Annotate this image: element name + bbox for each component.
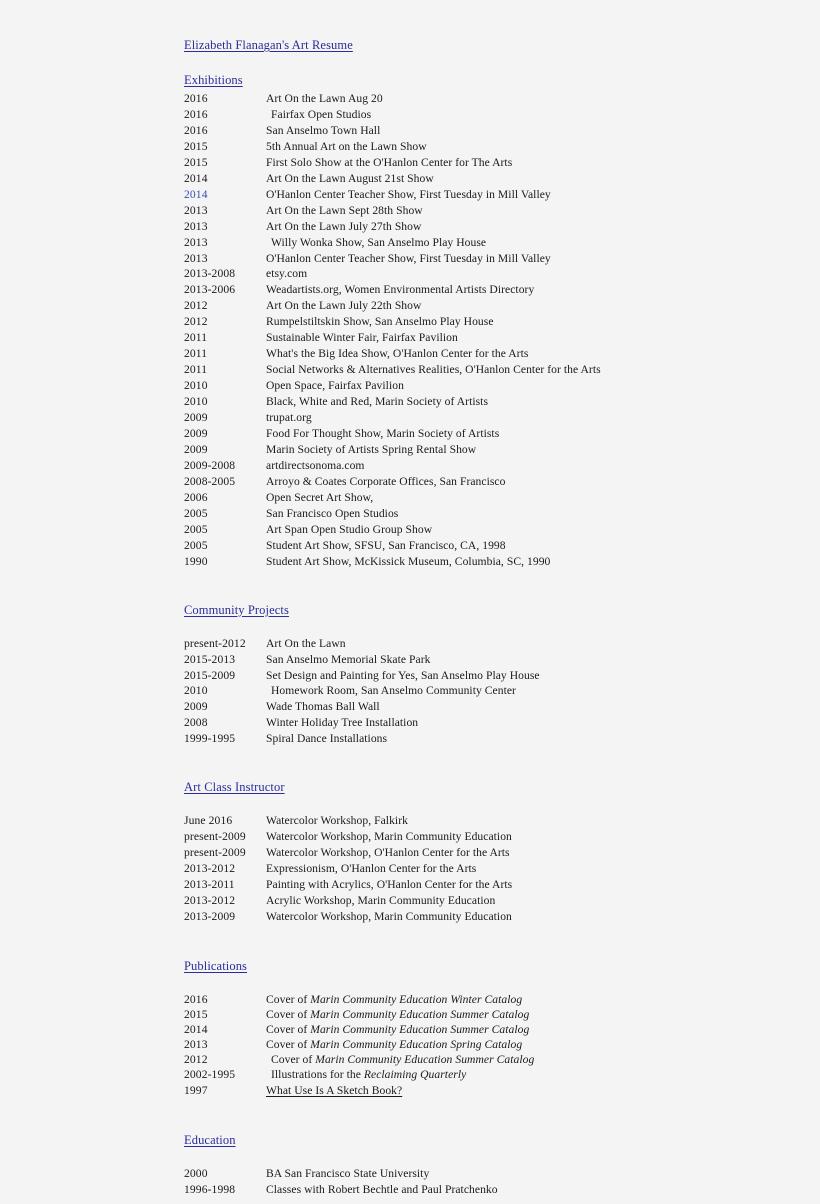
entry-year: 2013-2012	[184, 862, 236, 876]
entry-year: 2015-2013	[184, 652, 236, 666]
resume-entry	[184, 506, 820, 522]
resume-entry	[184, 893, 820, 909]
entry-year: 2013-2011	[184, 878, 235, 892]
entry-description: Willy Wonka Show, San Anselmo Play House	[271, 235, 487, 249]
section-publications	[184, 957, 820, 1098]
entry-year: 2014	[184, 187, 208, 201]
entry-list-community-projects	[184, 636, 820, 748]
resume-entry	[184, 845, 820, 861]
entry-description-title: Marin Community Education Summer Catalog	[310, 1008, 530, 1022]
entry-description-prefix: Cover of	[266, 1038, 311, 1052]
entry-description: Sustainable Winter Fair, Fairfax Pavilion	[266, 331, 458, 345]
entry-year: 2013	[184, 235, 208, 249]
entry-description: Spiral Dance Installations	[266, 732, 388, 746]
entry-description: Open Space, Fairfax Pavilion	[266, 379, 404, 393]
resume-entry	[184, 219, 820, 235]
resume-entry	[184, 668, 820, 684]
entry-description[interactable]: What Use Is A Sketch Book?	[266, 1083, 403, 1097]
resume-entry	[184, 1037, 820, 1052]
entry-description-prefix: Illustrations for the	[271, 1068, 364, 1082]
entry-year: 2013	[184, 203, 208, 217]
entry-year: 2005	[184, 506, 208, 520]
section-education	[184, 1131, 820, 1198]
entry-description-title: Reclaiming Quarterly	[363, 1068, 467, 1082]
resume-entry	[184, 538, 820, 554]
entry-description-title: Marin Community Education Summer Catalog	[315, 1053, 535, 1067]
entry-description: San Anselmo Town Hall	[266, 123, 381, 137]
entry-year: June 2016	[184, 814, 233, 828]
resume-entry	[184, 474, 820, 490]
resume-entry	[184, 378, 820, 394]
resume-entry	[184, 330, 820, 346]
entry-year: 2015-2009	[184, 668, 236, 682]
entry-year: 2013	[184, 251, 208, 265]
entry-description	[266, 1022, 820, 1037]
entry-description: Art On the Lawn August 21st Show	[266, 171, 434, 185]
entry-year: 1996-1998	[184, 1182, 236, 1196]
resume-entry	[184, 346, 820, 362]
resume-entry	[184, 877, 820, 893]
entry-year: present-2009	[184, 830, 246, 844]
resume-entry	[184, 426, 820, 442]
entry-year: 2011	[184, 363, 208, 377]
entry-year: 2005	[184, 522, 208, 536]
resume-entry	[184, 1182, 820, 1198]
section-heading-exhibitions[interactable]: Exhibitions	[184, 73, 243, 87]
entry-description: Watercolor Workshop, Falkirk	[266, 814, 408, 828]
entry-description: Art On the Lawn Sept 28th Show	[266, 203, 423, 217]
resume-entry	[184, 394, 820, 410]
entry-description-prefix: Cover of	[266, 992, 311, 1006]
entry-year: 2009	[184, 700, 208, 714]
entry-year: 2000	[184, 1166, 208, 1180]
entry-description: O'Hanlon Center Teacher Show, First Tuesday in Mill Valley	[266, 187, 551, 201]
entry-year: 2013-2008	[184, 267, 236, 281]
resume-entry	[184, 715, 820, 731]
resume-entry	[184, 683, 820, 699]
resume-entry	[184, 731, 820, 747]
section-heading-art-class-instructor[interactable]: Art Class Instructor	[184, 780, 285, 795]
entry-description: San Francisco Open Studios	[266, 506, 399, 520]
resume-entry	[184, 203, 820, 219]
resume-entry	[184, 1083, 820, 1098]
resume-entry	[184, 91, 820, 107]
resume-entry	[184, 139, 820, 155]
entry-description	[266, 992, 820, 1007]
resume-entry	[184, 1022, 820, 1037]
entry-description: Fairfax Open Studios	[271, 107, 372, 121]
entry-description: San Anselmo Memorial Skate Park	[266, 652, 431, 666]
entry-year: 2010	[184, 395, 208, 409]
entry-description: Arroyo & Coates Corporate Offices, San Francisco	[266, 474, 506, 488]
entry-year: 2016	[184, 92, 208, 105]
entry-description: O'Hanlon Center Teacher Show, First Tuesday in Mill Valley	[266, 251, 551, 265]
entry-year: 2013	[184, 1038, 208, 1052]
entry-description: Watercolor Workshop, O'Hanlon Center for the Arts	[266, 846, 510, 860]
entry-description: Wade Thomas Ball Wall	[266, 700, 380, 714]
entry-description: Student Art Show, McKissick Museum, Columbia, SC, 1990	[266, 554, 551, 568]
entry-description: Student Art Show, SFSU, San Francisco, CA, 1998	[266, 538, 506, 552]
resume-entry	[184, 123, 820, 139]
entry-description: Set Design and Painting for Yes, San Anselmo Play House	[266, 668, 540, 682]
resume-entry	[184, 1067, 820, 1082]
entry-year: 2012	[184, 299, 208, 313]
entry-description: Food For Thought Show, Marin Society of Artists	[266, 427, 500, 441]
resume-entry	[184, 314, 820, 330]
resume-entry	[184, 909, 820, 925]
entry-description: Watercolor Workshop, Marin Community Education	[266, 909, 512, 923]
entry-list-exhibitions	[184, 91, 820, 570]
section-art-class-instructor	[184, 778, 820, 925]
entry-year: 2008-2005	[184, 474, 236, 488]
entry-year: present-2012	[184, 636, 246, 650]
entry-description: Marin Society of Artists Spring Rental Show	[266, 442, 477, 456]
entry-description: Social Networks & Alternatives Realities, O'Hanlon Center for the Arts	[266, 363, 601, 377]
entry-year: 2009-2008	[184, 458, 236, 472]
resume-entry	[184, 554, 820, 570]
resume-entry	[184, 699, 820, 715]
entry-description: Weadartists.org, Women Environmental Artists Directory	[266, 283, 535, 297]
entry-description-prefix: Cover of	[266, 1023, 311, 1037]
entry-description: Open Secret Art Show,	[266, 490, 374, 504]
entry-description: Art On the Lawn	[266, 636, 346, 650]
entry-year: 2009	[184, 411, 208, 425]
entry-description-prefix: Cover of	[271, 1053, 316, 1067]
entry-description: What's the Big Idea Show, O'Hanlon Center for the Arts	[266, 347, 529, 361]
resume-entry	[184, 187, 820, 203]
entry-description: Black, White and Red, Marin Society of Artists	[266, 395, 489, 409]
resume-entry	[184, 813, 820, 829]
entry-description: Painting with Acrylics, O'Hanlon Center for the Arts	[266, 878, 513, 892]
entry-year: 2010	[184, 379, 208, 393]
resume-entry	[184, 442, 820, 458]
document-title-link[interactable]: Elizabeth Flanagan's Art Resume	[184, 38, 353, 52]
entry-year: 2016	[184, 992, 208, 1006]
entry-list-art-class-instructor	[184, 813, 820, 925]
entry-description: Watercolor Workshop, Marin Community Education	[266, 830, 512, 844]
resume-entry	[184, 458, 820, 474]
entry-description: 5th Annual Art on the Lawn Show	[266, 139, 427, 153]
resume-entry	[184, 829, 820, 845]
resume-entry	[184, 490, 820, 506]
entry-description-title: Marin Community Education Winter Catalog	[310, 992, 523, 1006]
entry-year: 2014	[184, 171, 208, 185]
entry-year: 2014	[184, 1023, 208, 1037]
entry-year: 2011	[184, 347, 208, 361]
entry-year: 2011	[184, 331, 208, 345]
entry-year: 2010	[184, 684, 208, 698]
entry-year: 2002-1995	[184, 1068, 236, 1082]
entry-year: 2016	[184, 123, 208, 137]
entry-description: trupat.org	[266, 411, 312, 425]
entry-description: Art Span Open Studio Group Show	[266, 522, 433, 536]
entry-year: 2015	[184, 155, 208, 169]
entry-description: Expressionism, O'Hanlon Center for the Arts	[266, 862, 477, 876]
resume-entry	[184, 251, 820, 267]
resume-entry	[184, 362, 820, 378]
resume-entry	[184, 861, 820, 877]
entry-description	[266, 1037, 820, 1052]
entry-year: 2009	[184, 442, 208, 456]
entry-year: 1997	[184, 1083, 208, 1097]
entry-list-education	[184, 1166, 820, 1198]
entry-description: Art On the Lawn July 22th Show	[266, 299, 422, 313]
resume-entry	[184, 107, 820, 123]
entry-description	[266, 1007, 820, 1022]
section-heading-community-projects[interactable]: Community Projects	[184, 602, 289, 617]
entry-year: 2015	[184, 139, 208, 153]
entry-description: Winter Holiday Tree Installation	[266, 716, 419, 730]
entry-year: 1990	[184, 554, 208, 568]
entry-year: 2013-2012	[184, 894, 236, 908]
entry-description: Homework Room, San Anselmo Community Center	[271, 684, 516, 698]
entry-description: Rumpelstiltskin Show, San Anselmo Play House	[266, 315, 494, 329]
entry-description: Art On the Lawn July 27th Show	[266, 219, 422, 233]
section-community-projects	[184, 601, 820, 748]
entry-year: 2013	[184, 219, 208, 233]
entry-list-publications	[184, 992, 820, 1098]
resume-entry	[184, 1052, 820, 1067]
entry-description: BA San Francisco State University	[266, 1166, 430, 1180]
resume-entry	[184, 522, 820, 538]
entry-description: artdirectsonoma.com	[266, 458, 365, 472]
entry-description: Classes with Robert Bechtle and Paul Pratchenko	[266, 1182, 498, 1196]
resume-entry	[184, 410, 820, 426]
entry-year: 2016	[184, 107, 208, 121]
entry-year: 2005	[184, 538, 208, 552]
resume-entry	[184, 298, 820, 314]
resume-entry	[184, 652, 820, 668]
entry-description-title: Marin Community Education Summer Catalog	[310, 1023, 530, 1037]
entry-year: 2006	[184, 490, 208, 504]
section-heading-education[interactable]: Education	[184, 1132, 236, 1147]
entry-year: 2012	[184, 1053, 208, 1067]
entry-description	[266, 1052, 820, 1067]
resume-entry	[184, 155, 820, 171]
entry-description-prefix: Cover of	[266, 1008, 311, 1022]
resume-entry	[184, 992, 820, 1007]
resume-entry	[184, 282, 820, 298]
resume-entry	[184, 171, 820, 187]
entry-description: etsy.com	[266, 267, 308, 281]
entry-year: 2013-2006	[184, 283, 236, 297]
entry-description: First Solo Show at the O'Hanlon Center for The Arts	[266, 155, 513, 169]
entry-description	[266, 1067, 820, 1082]
section-exhibitions	[184, 71, 820, 570]
entry-year: present-2009	[184, 846, 246, 860]
entry-year: 2012	[184, 315, 208, 329]
resume-entry	[184, 1007, 820, 1022]
section-heading-publications[interactable]: Publications	[184, 958, 248, 973]
resume-entry	[184, 235, 820, 251]
entry-description-title: Marin Community Education Spring Catalog	[310, 1038, 523, 1052]
entry-year: 2008	[184, 716, 208, 730]
entry-description: Acrylic Workshop, Marin Community Education	[266, 894, 496, 908]
entry-description: Art On the Lawn Aug 20	[266, 92, 383, 105]
resume-entry	[184, 266, 820, 282]
resume-entry	[184, 1166, 820, 1182]
entry-year: 1999-1995	[184, 732, 236, 746]
entry-year: 2009	[184, 427, 208, 441]
resume-entry	[184, 636, 820, 652]
entry-year: 2015	[184, 1008, 208, 1022]
entry-year: 2013-2009	[184, 909, 236, 923]
